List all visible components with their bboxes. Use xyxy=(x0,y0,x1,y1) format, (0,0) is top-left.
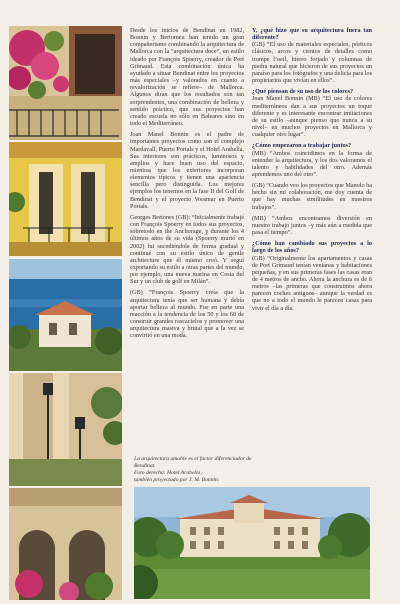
article-column-1 xyxy=(130,27,244,344)
paragraph-bretones: Georges Bretones (GB): “Inicialmente trabajé con François Spoerry en todos sus proyectos, sobretodo en the Anchorage, y durante los 4 últimos años de su vida (Spoerry murió en 2002) fui sucediéndole de forma gradual y continué con su estilo único de gentle architecture que él mismo creó. Y seguí exportando su estilo a otras partes del mundo, por ejemplo, una nueva marina en Costa del Sur y un club de golf en Milán”. xyxy=(130,213,244,286)
answer-5: (MB) “Ambos encontramos diversión en nuestro trabajo juntos –y más aún a medida que pasa el tiempo”. xyxy=(252,214,372,237)
paragraph-bonnin: Joan Manel Bonnin es el padre de importantes proyectos como son el complejo Mardavall, Puerto Portals y el Hotel Arabella. Sus interiores son prácticos, luminosos y amplios y hace buen uso del espacio, mientras que los exteriores incorporan elementos típicos y tienen una apariencia sencilla pero distinguida. Los mejores ejemplos los tenemos en la fase II del Golf de Bendinat y el proyecto Voramar en Puerto Portals. xyxy=(130,131,244,210)
photo-yellow-facade xyxy=(9,142,122,256)
article-column-2 xyxy=(252,27,372,316)
photo-balcony-flowers xyxy=(9,26,122,140)
paragraph-spoerry: (GB) “François Spoerry creía que la arquitectura tenía que ser humana y debía aportar belleza al mundo. Fue en parte una reacción a la tendencia de los 50 y los 60 de construir grandes rascacielos y promover una arquitectura masiva y brutal que a la vez se convirtió en una moda. xyxy=(130,289,244,340)
answer-6: (GB) “Originalmente los apartamentos y casas de Port Grimaud tenían ventanas y habitaciones pequeñas, y en sus primeras fases las casas eran de 4 metros de ancho. Ahora la anchura es de 6 metros –las primeras que construimos ahora parecen coches antiguos– aunque la verdad es que no a todo el mundo le parecen casas para vivir el día a día. xyxy=(252,254,372,312)
question-2: ¿Qué piensan de su uso de los colores? xyxy=(252,88,354,96)
answer-4: (GB) “Cuando veo los proyectos que Manolo ha hecho sin mi colaboración, me doy cuenta de que hay muchas similitudes en nuestros trabajos”. xyxy=(252,182,372,211)
photo-arched-courtyard xyxy=(9,488,122,600)
caption-line-3: también proyectado por J. M. Bonnin. xyxy=(134,477,220,483)
photo-sea-villa xyxy=(9,259,122,371)
question-4: ¿Cómo han cambiado sus proyectos a lo largo de los años? xyxy=(252,240,372,255)
answer-1: (GB) “El uso de materiales especiales, pórticos clásicos, arcos y cientos de detalles como trompe l’oeil, hierro forjado y columnas de piedra natural que hicieron de sus proyectos un paraíso para los fotógrafos y una delicia para los propietarios que vivían en ellos”. xyxy=(252,41,372,85)
photo-caption xyxy=(134,456,259,484)
question-3: ¿Cómo empezaron a trabajar juntos? xyxy=(252,142,352,150)
question-1: Y, ¿qué hizo que su arquitectura fuera tan diferente? xyxy=(252,27,372,42)
answer-3: (MB) “Ambos coincidimos en la forma de entender la arquitectura, y los dos valoramos el talento y habilidades del otro. Además aprendemos uno del otro”. xyxy=(252,149,372,178)
paragraph-intro: Desde los inicios de Bendinat en 1982, Bonnin y Bertomeu han tenido un gran compañerismo combinando la arquitectura de Mallorca con la “arquitectura doce”, un estilo ideado por François Spoerry, creador de Port Grimaud. Esta combinación única ha ayudado a situar Bendinat entre los proyectos más especiales –y valorados en cuanto a revalorización se refiere– de Mallorca. Algunos diran que los resultados son tan sorprendentes, una combinación de belleza y sentido práctico, que sus proyectos han creado escuela no sólo en Baleares sino en todo el Mediterráneo. xyxy=(130,27,244,128)
caption-line-1: La arquitectura amable es el factor diferenciador de Bendinat. xyxy=(134,456,252,469)
photo-street-lamps xyxy=(9,373,122,486)
photo-hotel-arabella xyxy=(134,487,370,599)
answer-2: Joan Manel Bonnin (MB) “El uso de colores mediterráneos dan a sus proyectos un toque diferente y es interesante encontrar imitaciones de su estilo –aunque pienso que nunca a su nivel– en muchos proyectos en Mallorca y cualquier otro lugar”. xyxy=(252,95,372,139)
caption-line-2: Foto derecha: Hotel Arabella, xyxy=(134,470,202,476)
